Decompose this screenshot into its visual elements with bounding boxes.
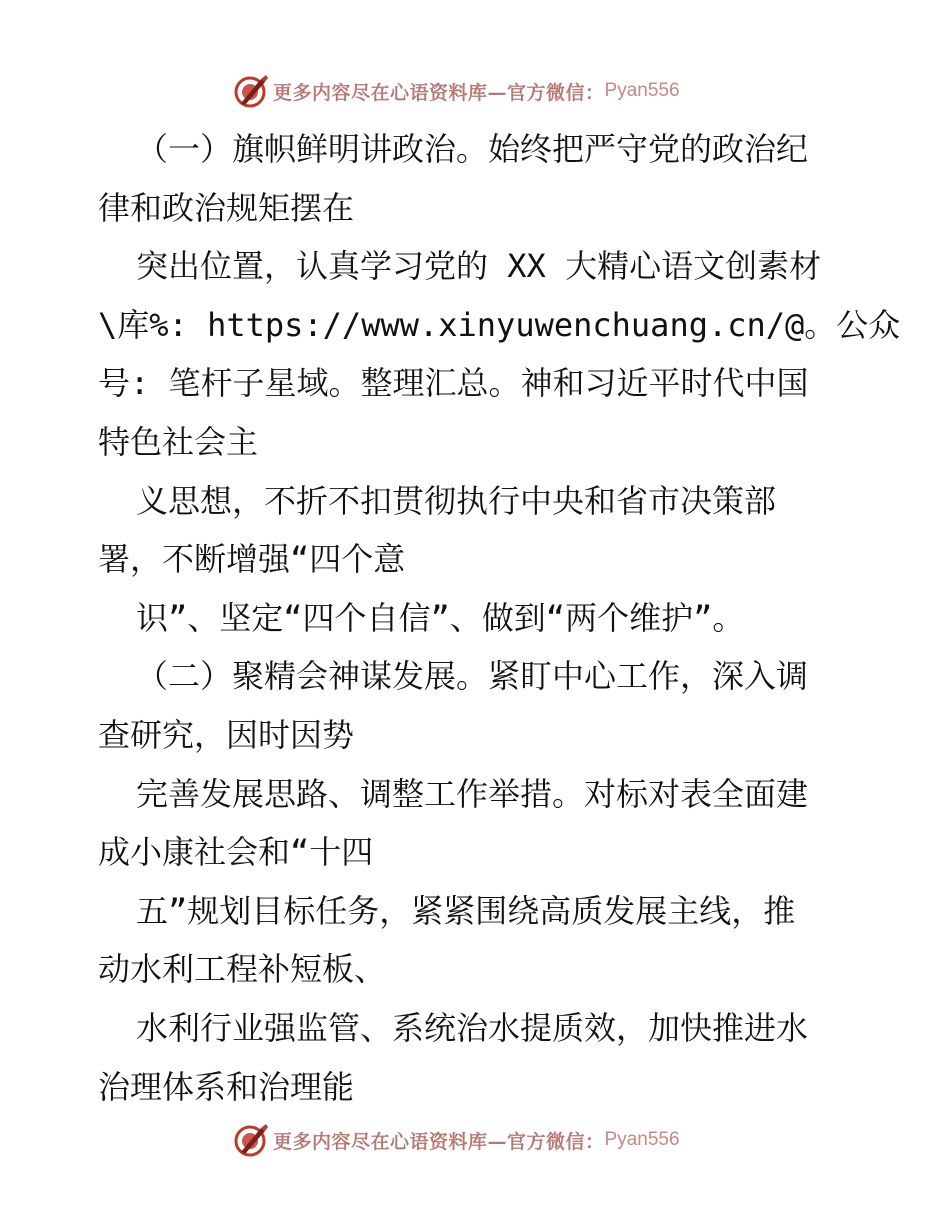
text-line: 查研究，因时因势 <box>98 715 355 754</box>
banner-text: 更多内容尽在心语资料库—官方微信： <box>273 81 605 104</box>
pen-logo-icon <box>233 1122 269 1158</box>
text-line: 动水利工程补短板、 <box>98 950 387 989</box>
document-body <box>98 120 901 1116</box>
text-line: 完善发展思路、调整工作举措。对标对表全面建 <box>136 774 809 813</box>
text-line: 突出位置，认真学习党的 XX 大精心语文创素材 <box>136 247 822 286</box>
text-line: 特色社会主 <box>98 422 259 461</box>
text-line: （一）旗帜鲜明讲政治。始终把严守党的政治纪 <box>136 130 809 168</box>
text-line: \库%: https://www.xinyuwenchuang.cn/@。公众 <box>98 305 901 344</box>
text-line: 义思想，不折不扣贯彻执行中央和省市决策部 <box>136 481 777 520</box>
text-line: 署，不断增强“四个意 <box>98 540 406 579</box>
text-line: 水利行业强监管、系统治水提质效，加快推进水 <box>136 1008 809 1047</box>
footer-banner <box>233 1120 733 1160</box>
text-line: 治理体系和治理能 <box>98 1067 355 1106</box>
text-line: 律和政治规矩摆在 <box>98 188 355 227</box>
pen-logo-icon <box>233 73 269 109</box>
text-line: 成小康社会和“十四 <box>98 833 374 872</box>
header-banner <box>233 71 733 111</box>
text-line: （二）聚精会神谋发展。紧盯中心工作，深入调 <box>136 657 809 696</box>
banner-wechat-handle: Pyan556 <box>604 80 680 101</box>
text-line: 号: 笔杆子星域。整理汇总。神和习近平时代中国 <box>98 364 809 403</box>
banner-text: 更多内容尽在心语资料库—官方微信： <box>273 1130 605 1153</box>
text-line: 识”、坚定“四个自信”、做到“两个维护”。 <box>136 598 745 637</box>
banner-wechat-handle: Pyan556 <box>604 1129 680 1150</box>
text-line: 五”规划目标任务，紧紧围绕高质发展主线，推 <box>136 891 796 930</box>
